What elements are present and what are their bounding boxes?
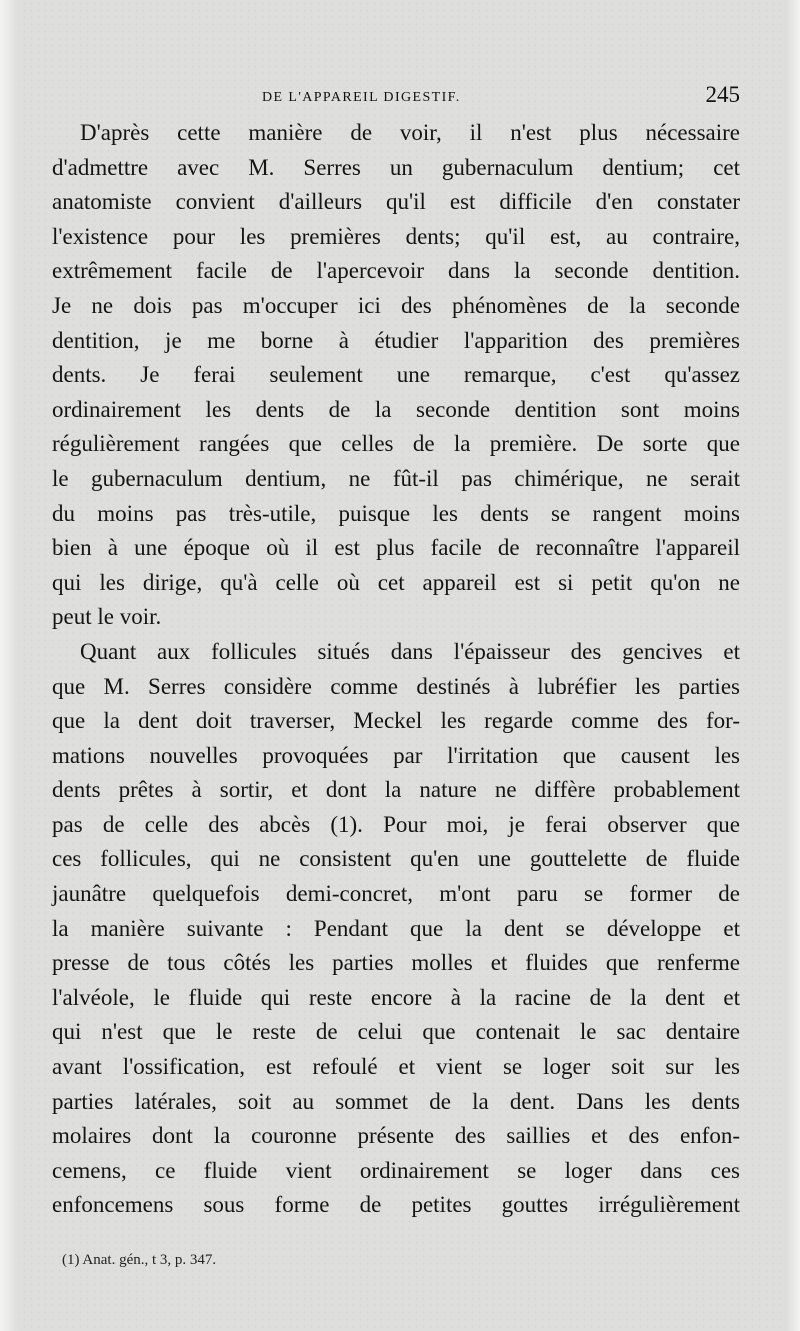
text-line: la manière suivante : Pendant que la dent se développe et — [52, 915, 740, 941]
body-text — [52, 116, 740, 1223]
text-line: molaires dont la couronne présente des saillies et des enfon- — [52, 1123, 740, 1149]
text-line: ordinairement les dents de la seconde dentition sont moins — [52, 396, 740, 422]
text-line: jaunâtre quelquefois demi-concret, m'ont paru se former de — [52, 881, 740, 907]
text-line: avant l'ossification, est refoulé et vient se loger soit sur les — [52, 1054, 740, 1080]
text-line: extrêmement facile de l'apercevoir dans la seconde dentition. — [52, 258, 740, 284]
text-line: régulièrement rangées que celles de la première. De sorte que — [52, 431, 740, 457]
text-line: l'alvéole, le fluide qui reste encore à la racine de la dent et — [52, 984, 740, 1010]
text-line: dents prêtes à sortir, et dont la nature ne diffère probablement — [52, 777, 740, 803]
running-head: DE L'APPAREIL DIGESTIF. — [262, 90, 461, 105]
page-number: 245 — [705, 82, 740, 107]
text-line: parties latérales, soit au sommet de la dent. Dans les dents — [52, 1088, 740, 1114]
text-line: que la dent doit traverser, Meckel les regarde comme des for- — [52, 708, 740, 734]
text-line: bien à une époque où il est plus facile de reconnaître l'appareil — [52, 535, 740, 561]
text-line: qui n'est que le reste de celui que contenait le sac dentaire — [52, 1019, 740, 1045]
text-line: dents. Je ferai seulement une remarque, c'est qu'assez — [52, 362, 740, 388]
text-line: pas de celle des abcès (1). Pour moi, je ferai observer que — [52, 811, 740, 837]
text-line: anatomiste convient d'ailleurs qu'il est difficile d'en constater — [52, 189, 740, 215]
text-line: le gubernaculum dentium, ne fût-il pas chimérique, ne serait — [52, 465, 740, 491]
text-line: cemens, ce fluide vient ordinairement se loger dans ces — [52, 1157, 740, 1183]
text-line: peut le voir. — [52, 604, 162, 630]
text-line: enfoncemens sous forme de petites gouttes irrégulièrement — [52, 1192, 740, 1218]
text-line: Je ne dois pas m'occuper ici des phénomènes de la seconde — [52, 292, 740, 318]
footnote: (1) Anat. gén., t 3, p. 347. — [62, 1252, 217, 1268]
text-line: dentition, je me borne à étudier l'apparition des premières — [52, 327, 740, 353]
text-line: qui les dirige, qu'à celle où cet appareil est si petit qu'on ne — [52, 569, 740, 595]
text-line: l'existence pour les premières dents; qu'il est, au contraire, — [52, 223, 740, 249]
page-header — [52, 82, 740, 110]
text-line: Quant aux follicules situés dans l'épaisseur des gencives et — [80, 638, 740, 664]
text-line: d'admettre avec M. Serres un gubernaculum dentium; cet — [52, 154, 740, 180]
text-line: D'après cette manière de voir, il n'est plus nécessaire — [80, 120, 740, 145]
text-line: mations nouvelles provoquées par l'irritation que causent les — [52, 742, 740, 768]
text-line: que M. Serres considère comme destinés à lubréfier les parties — [52, 673, 740, 699]
text-line: ces follicules, qui ne consistent qu'en une gouttelette de fluide — [52, 846, 740, 872]
text-line: presse de tous côtés les parties molles et fluides que renferme — [52, 950, 740, 976]
text-line: du moins pas très-utile, puisque les dents se rangent moins — [52, 500, 740, 526]
